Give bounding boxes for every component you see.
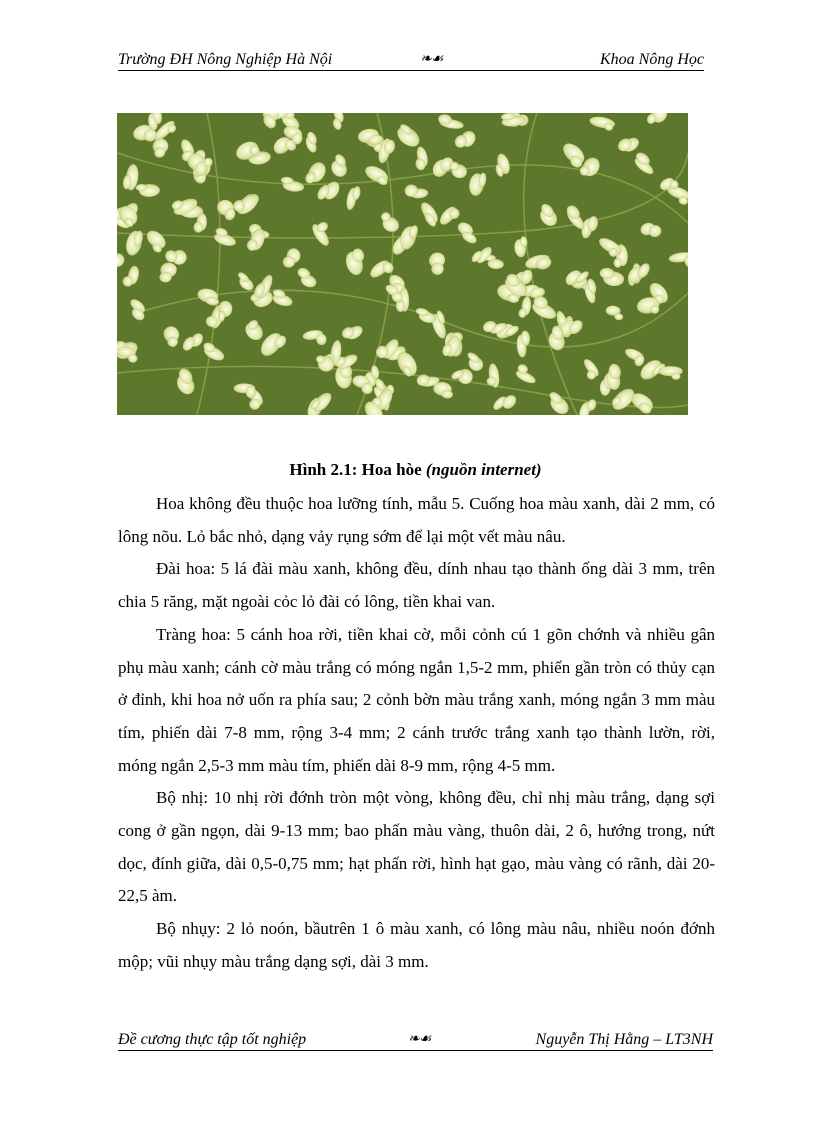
figure-caption	[118, 460, 713, 480]
flower-photo	[117, 113, 688, 415]
header-school: Trường ĐH Nông Nghiệp Hà Nội	[118, 51, 333, 68]
page-footer	[118, 1030, 713, 1051]
footer-title: Đề cương thực tập tốt nghiệp	[118, 1031, 307, 1048]
paragraph-dai-hoa: Đài hoa: 5 lá đài màu xanh, không đều, dính nhau tạo thành ống dài 3 mm, trên chia 5 răng, mặt ngoài cỏc lỏ đài có lông, tiền khai van.	[118, 559, 715, 612]
paragraph-bo-nhi: Bộ nhị: 10 nhị rời đớnh tròn một vòng, không đều, chỉ nhị màu trắng, dạng sợi cong ở gần ngọn, dài 9-13 mm; bao phấn màu vàng, thuôn dài, 2 ô, hướng trong, nứt dọc, đính giữa, dài 0,5-0,75 mm; hạt phấn rời, hình hạt gạo, màu vàng có rãnh, dài 20-22,5 àm.	[118, 788, 715, 906]
footer-ornament: ❧☙	[408, 1032, 431, 1047]
header-faculty: Khoa Nông Học	[600, 51, 704, 68]
caption-label: Hình 2.1: Hoa hòe	[289, 460, 426, 479]
header-ornament: ❧☙	[420, 52, 443, 67]
paragraph-bo-nhuy: Bộ nhụy: 2 lỏ noón, bầutrên 1 ô màu xanh, có lông màu nâu, nhiều noón đớnh mộp; vũi nhụy màu trắng dạng sợi, dài 3 mm.	[118, 919, 715, 971]
footer-author: Nguyễn Thị Hằng – LT3NH	[535, 1031, 713, 1048]
paragraph-hoa: Hoa không đều thuộc hoa lưỡng tính, mẫu 5. Cuống hoa màu xanh, dài 2 mm, có lông nõu. Lỏ bắc nhỏ, dạng vảy rụng sớm để lại một vết màu nâu.	[118, 494, 715, 546]
page-header	[118, 50, 704, 71]
body-text	[118, 488, 715, 979]
caption-source: (nguồn internet)	[425, 460, 542, 479]
paragraph-trang-hoa: Tràng hoa: 5 cánh hoa rời, tiền khai cờ, mỗi cỏnh cú 1 gõn chớnh và nhiều gân phụ màu xanh; cánh cờ màu trắng có móng ngắn 1,5-2 mm, phiến gần tròn có thủy cạn ở đỉnh, khi hoa nở uốn ra phía sau; 2 cỏnh bờn màu trắng xanh, móng ngắn 3 mm màu tím, phiến dài 7-8 mm, rộng 3-4 mm; 2 cánh trước trắng xanh tạo thành lườn, rời, móng ngắn 2,5-3 mm màu tím, phiến dài 8-9 mm, rộng 4-5 mm.	[118, 624, 715, 775]
